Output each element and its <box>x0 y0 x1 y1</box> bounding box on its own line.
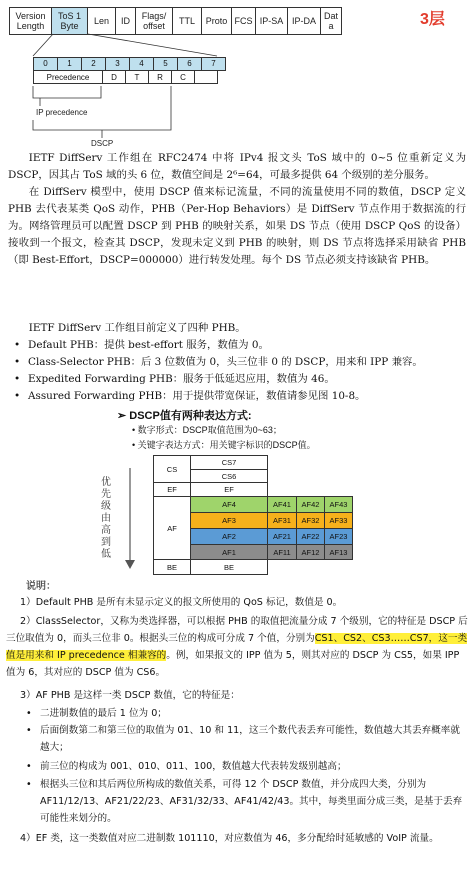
priority-label: 优先级由高到低 <box>101 477 111 560</box>
note-4: 4）EF 类，这一类数值对应二进制数 101110，对应数值为 46，多分配给时延敏感的 VoIP 流量。 <box>20 833 439 844</box>
ip-precedence-label: IP precedence <box>36 108 88 117</box>
field-precedence: Precedence <box>33 70 102 84</box>
header-field-version: Version Length <box>10 8 52 34</box>
phb-list-item: • Expedited Forwarding PHB：服务于低延迟应用，数值为 46。 <box>28 371 335 388</box>
note-3-item: • 二进制数值的最后 1 位为 0； <box>26 708 167 719</box>
class-be: BE <box>153 559 191 575</box>
field-c: C <box>171 70 194 84</box>
class-ef: EF <box>153 482 191 497</box>
field-t: T <box>125 70 148 84</box>
class-cs: CS <box>153 455 191 483</box>
header-field-flags: Flags/ offset <box>136 8 173 34</box>
af21-cell: AF21 <box>267 528 297 545</box>
bit-2: 2 <box>81 57 105 71</box>
phb-list-item: • Default PHB：提供 best-effort 服务，数值为 0。 <box>28 337 269 354</box>
af1-cell: AF1 <box>190 544 268 560</box>
header-field-ttl: TTL <box>173 8 202 34</box>
bit-4: 4 <box>129 57 153 71</box>
phb-list-item: • Class-Selector PHB：后 3 位数值为 0，头三位非 0 的 DSCP，用来和 IPP 兼容。 <box>28 354 423 371</box>
field-reserved <box>194 70 218 84</box>
paragraph-diffserv-model: 在 DiffServ 模型中，使用 DSCP 值来标记流量，不同的流量使用不同的数值，DSCP 定义 PHB 去代表某类 QoS 动作，PHB（Per-Hop Behaviors）是 DiffServ 节点作用于数据流的行为。网络管理员可以配置 DSCP 到 PHB 的映射关系，如果 DS 节点（使用 DSCP QoS 的设备）接收到一个报文，检查其 DSCP，发现未定义到 PHB 的映射，则 DS 节点将选择采用缺省 PHB（即 Best-Effort，DSCP=000000）进行转发处理。每个 DS 节点必须支持该缺省 PHB。 <box>8 186 466 266</box>
header-field-id: ID <box>116 8 136 34</box>
bit-0: 0 <box>33 57 57 71</box>
tos-bit-numbers <box>33 57 226 71</box>
be-cell: BE <box>190 559 268 575</box>
layer-badge: 3层 <box>420 11 445 28</box>
note-3: 3）AF PHB 是这样一类 DSCP 数值，它的特征是： <box>20 690 240 701</box>
header-field-ip-da: IP-DA <box>288 8 321 34</box>
af31-cell: AF31 <box>267 512 297 529</box>
af23-cell: AF23 <box>324 528 353 545</box>
notes-heading: 说明： <box>26 581 56 592</box>
dscp-expr-item: • 数字形式：DSCP取值范围为0~63； <box>132 425 282 435</box>
af22-cell: AF22 <box>296 528 325 545</box>
af2-cell: AF2 <box>190 528 268 545</box>
ef-cell: EF <box>190 482 268 497</box>
af33-cell: AF33 <box>324 512 353 529</box>
note-2-highlight: CS1、CS2、CS3……CS7，这一类值是用来和 IP precedence 相兼容的 <box>6 633 468 661</box>
cs7-cell: CS7 <box>190 455 268 470</box>
af32-cell: AF32 <box>296 512 325 529</box>
dscp-label: DSCP <box>91 139 114 148</box>
field-d: D <box>102 70 125 84</box>
paragraph-four-phb: IETF DiffServ 工作组目前定义了四种 PHB。 <box>28 322 246 334</box>
af11-cell: AF11 <box>267 544 297 560</box>
bit-6: 6 <box>177 57 201 71</box>
paragraph-rfc2474: IETF DiffServ 工作组在 RFC2474 中将 IPv4 报文头 ToS 域中的 0~5 位重新定义为 DSCP，因其占 ToS 域的头 6 位，数值空间是 2⁶=64，可最多提供 64 个级别的差分服务。 <box>8 152 466 181</box>
note-3-item: • 根据头三位和其后两位所构成的数值关系，可得 12 个 DSCP 数值，并分成四大类，分别为 AF11/12/13、AF21/22/23、AF31/32/33、AF41/42/43。其中，每类里面分成三类，是基于丢弃可能性来划分的。 <box>26 779 463 824</box>
af3-cell: AF3 <box>190 512 268 529</box>
header-field-fcs: FCS <box>232 8 256 34</box>
bit-3: 3 <box>105 57 129 71</box>
af13-cell: AF13 <box>324 544 353 560</box>
dscp-expr-title: ➢ DSCP值有两种表达方式: <box>117 410 252 422</box>
dscp-expr-item: • 关键字表达方式：用关键字标识的DSCP值。 <box>132 440 316 450</box>
class-af: AF <box>153 496 191 560</box>
note-1: 1）Default PHB 是所有未显示定义的报文所使用的 QoS 标记，数值是 0。 <box>20 597 343 608</box>
af4-cell: AF4 <box>190 496 268 513</box>
header-field-tos: ToS 1 Byte <box>52 8 88 34</box>
note-2: 2）ClassSelector，又称为类选择器，可以根据 PHB 的取值把流量分成 7 个级别，它的特征是 DSCP 后三位取值为 0，而头三位非 0。根据头三位的构成可分成 7 个值，分别为CS1、CS2、CS3……CS7，这一类值是用来和 IP precedence 相兼容的。例，如果报文的 IPP 值为 5，则其对应的 DSCP 为 CS5，如果 IPP 值为 6，其对应的 DSCP 值为 CS6。 <box>6 616 468 678</box>
af12-cell: AF12 <box>296 544 325 560</box>
header-field-len: Len <box>88 8 116 34</box>
bit-7: 7 <box>201 57 226 71</box>
bit-1: 1 <box>57 57 81 71</box>
af41-cell: AF41 <box>267 496 297 513</box>
af43-cell: AF43 <box>324 496 353 513</box>
bit-5: 5 <box>153 57 177 71</box>
note-3-item: • 后面倒数第二和第三位的取值为 01、10 和 11，这三个数代表丢弃可能性，数值越大其丢弃概率就越大； <box>26 725 460 753</box>
phb-list-item: • Assured Forwarding PHB：用于提供带宽保证，数值请参见图 10-8。 <box>28 388 365 405</box>
af42-cell: AF42 <box>296 496 325 513</box>
header-field-proto: Proto <box>202 8 232 34</box>
field-r: R <box>148 70 171 84</box>
cs6-cell: CS6 <box>190 469 268 483</box>
header-field-ip-sa: IP-SA <box>256 8 288 34</box>
header-field-data: Dat a <box>323 11 338 31</box>
priority-arrow-icon <box>124 466 136 570</box>
note-3-item: • 前三位的构成为 001、010、011、100，数值越大代表转发级别越高； <box>26 761 347 772</box>
arrow-icon: ➢ <box>117 410 130 422</box>
tos-bit-fields <box>33 70 218 84</box>
